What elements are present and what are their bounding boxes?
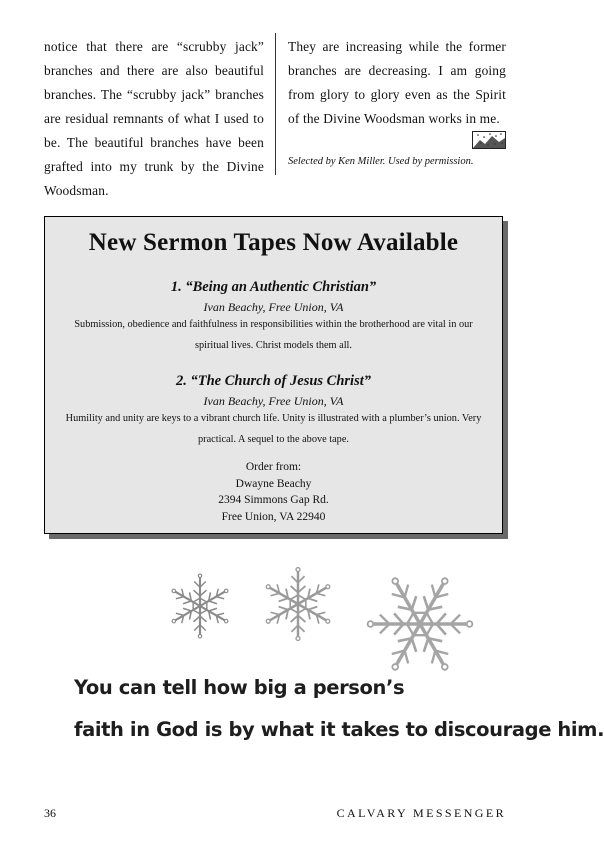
order-street: 2394 Simmons Gap Rd. — [218, 494, 329, 506]
tape-1-speaker: Ivan Beachy, Free Union, VA — [203, 300, 344, 314]
quote-line-1: You can tell how big a person’s — [74, 676, 405, 699]
snowflake-small-icon — [169, 574, 231, 638]
end-of-article-icon — [472, 131, 506, 149]
order-info — [45, 459, 502, 525]
running-head: CALVARY MESSENGER — [336, 806, 506, 820]
tape-2-description: Humility and unity are keys to a vibrant church life. Unity is illustrated with a plumber’s union. Very practical. A sequel to the above tape. — [65, 413, 482, 445]
snowflake-large-icon — [350, 553, 490, 694]
article-credit: Selected by Ken Miller. Used by permission. — [288, 156, 474, 167]
quote-line-2: faith in God is by what it takes to discourage him. — [74, 718, 604, 741]
sermon-tapes-notice — [44, 216, 503, 534]
article-right-column — [288, 35, 506, 131]
snowflake-medium-icon — [263, 568, 333, 641]
page-number: 36 — [44, 806, 56, 820]
article-right-text: They are increasing while the former branches are decreasing. I am going from glory to glory even as the Spirit of the Divine Woodsman works in me. — [288, 39, 506, 126]
article-left-column — [44, 35, 264, 203]
column-divider — [275, 33, 276, 175]
tape-2-title: 2. “The Church of Jesus Christ” — [176, 373, 371, 389]
order-name: Dwayne Beachy — [235, 477, 312, 490]
notice-title: New Sermon Tapes Now Available — [88, 229, 459, 256]
tape-1-description: Submission, obedience and faithfulness in responsibilities within the brotherhood are vital in our spiritual lives. Christ models them all. — [74, 319, 473, 351]
tape-1-title: 1. “Being an Authentic Christian” — [170, 279, 377, 295]
order-heading: Order from: — [245, 461, 302, 473]
tape-2-speaker: Ivan Beachy, Free Union, VA — [203, 394, 344, 408]
article-left-text: notice that there are “scrubby jack” branches and there are also beautiful branches. The “scrubby jack” branches are residual remnants of what I used to be. The beautiful branches have been grafted into my trunk by the Divine Woodsman. — [44, 39, 264, 198]
order-city: Free Union, VA 22940 — [221, 510, 326, 523]
